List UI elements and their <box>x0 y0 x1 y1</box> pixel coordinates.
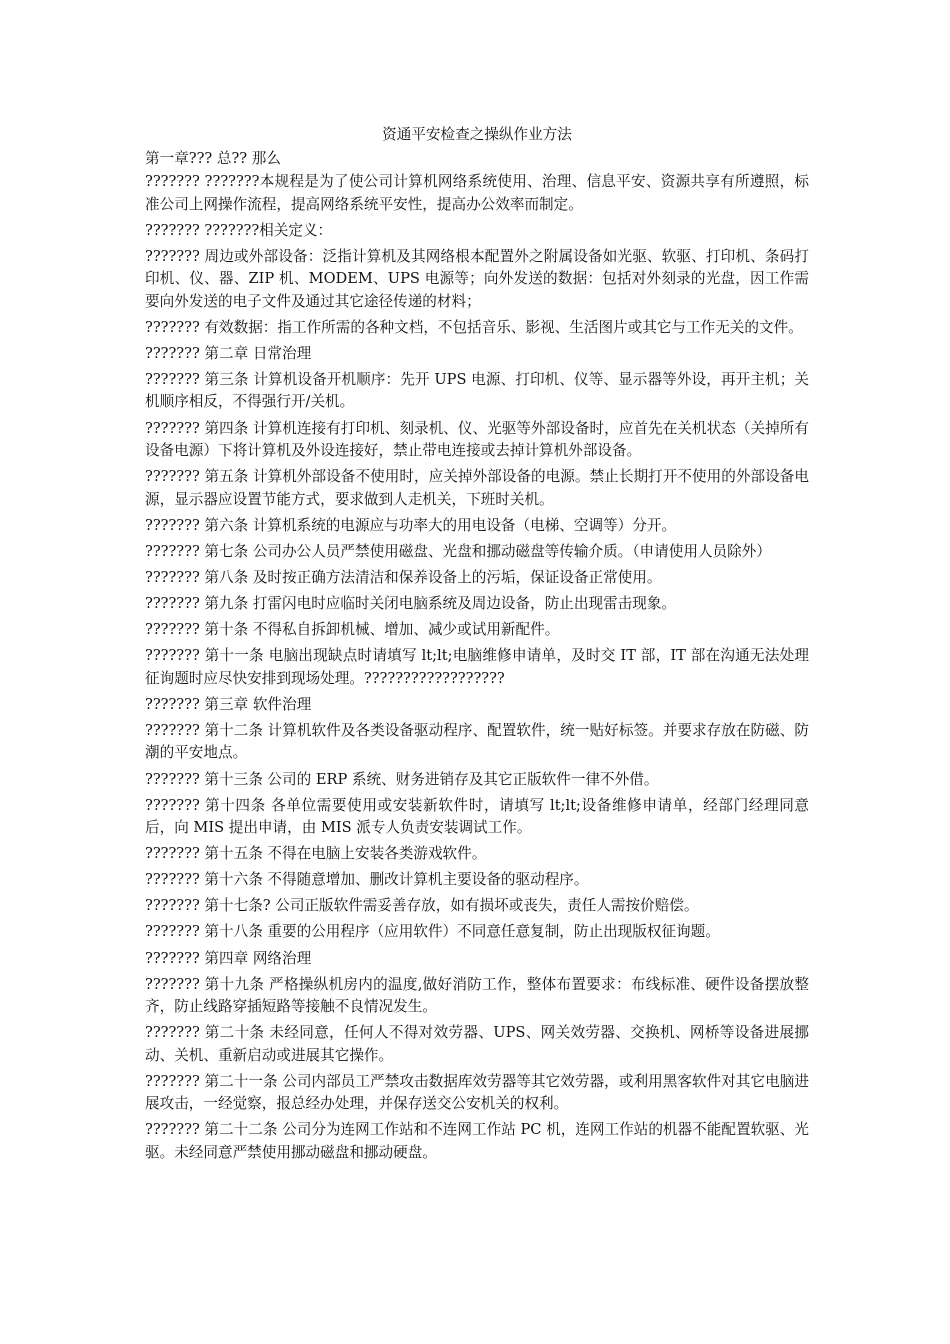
paragraph: ??????? ???????本规程是为了使公司计算机网络系统使用、治理、信息平安、资源共享有所遵照，标准公司上网操作流程，提高网络系统平安性，提高办公效率而制定。 <box>145 173 809 213</box>
article-paragraph: ??????? 第五条 计算机外部设备不使用时，应关掉外部设备的电源。禁止长期打开不使用的外部设备电源，显示器应设置节能方式，要求做到人走机关，下班时关机。 <box>145 468 809 508</box>
article-paragraph: ??????? 第十四条 各单位需要使用或安装新软件时，请填写 lt;lt;设备维修申请单，经部门经理同意后，向 MIS 提出申请，由 MIS 派专人负责安装调试工作。 <box>145 796 809 837</box>
article-paragraph: ??????? 第十五条 不得在电脑上安装各类游戏软件。 <box>145 845 487 863</box>
chapter-heading: 第一章??? 总?? 那么 <box>145 149 281 167</box>
paragraph: ??????? ???????相关定义： <box>145 221 333 239</box>
article-paragraph: ??????? 第四条 计算机连接有打印机、刻录机、仪、光驱等外部设备时，应首先在关机状态（关掉所有设备电源）下将计算机及外设连接好，禁止带电连接或去掉计算机外部设备。 <box>145 419 809 460</box>
article-paragraph: ??????? 第二十二条 公司分为连网工作站和不连网工作站 PC 机，连网工作站的机器不能配置软驱、光驱。未经同意严禁使用挪动磁盘和挪动硬盘。 <box>145 1121 809 1161</box>
paragraph: ??????? 有效数据：指工作所需的各种文档，不包括音乐、影视、生活图片或其它与工作无关的文件。 <box>145 318 803 336</box>
article-paragraph: ??????? 第十二条 计算机软件及各类设备驱动程序、配置软件，统一贴好标签。并要求存放在防磁、防潮的平安地点。 <box>145 721 809 762</box>
article-paragraph: ??????? 第十八条 重要的公用程序（应用软件）不同意任意复制，防止出现版权征询题。 <box>145 923 720 941</box>
article-paragraph: ??????? 第十三条 公司的 ERP 系统、财务进销存及其它正版软件一律不外借。 <box>145 770 659 788</box>
article-paragraph: ??????? 第十条 不得私自拆卸机械、增加、减少或试用新配件。 <box>145 621 560 639</box>
article-paragraph: ??????? 第二十条 未经同意，任何人不得对效劳器、UPS、网关效劳器、交换机、网桥等设备进展挪动、关机、重新启动或进展其它操作。 <box>145 1024 809 1064</box>
article-paragraph: ??????? 第二十一条 公司内部员工严禁攻击数据库效劳器等其它效劳器，或利用黑客软件对其它电脑进展攻击，一经觉察，报总经办处理，并保存送交公安机关的权利。 <box>145 1072 809 1113</box>
document-title: 资通平安检查之操纵作业方法 <box>382 126 572 143</box>
article-paragraph: ??????? 第七条 公司办公人员严禁使用磁盘、光盘和挪动磁盘等传输介质。（申请使用人员除外） <box>145 542 771 560</box>
article-paragraph: ??????? 第九条 打雷闪电时应临时关闭电脑系统及周边设备，防止出现雷击现象。 <box>145 595 677 613</box>
chapter-heading: ??????? 第四章 网络治理 <box>145 949 312 967</box>
document-body <box>145 148 809 1165</box>
article-paragraph: ??????? 第三条 计算机设备开机顺序：先开 UPS 电源、打印机、仪等、显示器等外设，再开主机；关机顺序相反，不得强行开/关机。 <box>145 370 809 411</box>
chapter-heading: ??????? 第三章 软件治理 <box>145 695 312 713</box>
article-paragraph: ??????? 第六条 计算机系统的电源应与功率大的用电设备（电梯、空调等）分开。 <box>145 516 677 534</box>
article-paragraph: ??????? 第八条 及时按正确方法清洁和保养设备上的污垢，保证设备正常使用。 <box>145 568 662 586</box>
article-paragraph: ??????? 第十一条 电脑出现缺点时请填写 lt;lt;电脑维修申请单，及时交 IT 部，IT 部在沟通无法处理征询题时应尽快安排到现场处理。?????????????????? <box>145 647 809 687</box>
paragraph: ??????? 周边或外部设备：泛指计算机及其网络根本配置外之附属设备如光驱、软驱、打印机、条码打印机、仪、器、ZIP 机、MODEM、UPS 电源等；向外发送的数据：包括对外刻录的光盘，因工作需要向外发送的电子文件及通过其它途径传递的材料； <box>145 247 809 310</box>
article-paragraph: ??????? 第十九条 严格操纵机房内的温度,做好消防工作，整体布置要求：布线标准、硬件设备摆放整齐，防止线路穿插短路等接触不良情况发生。 <box>145 975 809 1016</box>
chapter-heading: ??????? 第二章 日常治理 <box>145 344 312 362</box>
document-page <box>145 124 809 1168</box>
article-paragraph: ??????? 第十六条 不得随意增加、删改计算机主要设备的驱动程序。 <box>145 871 589 889</box>
article-paragraph: ??????? 第十七条? 公司正版软件需妥善存放，如有损坏或丧失，责任人需按价赔偿。 <box>145 897 699 915</box>
